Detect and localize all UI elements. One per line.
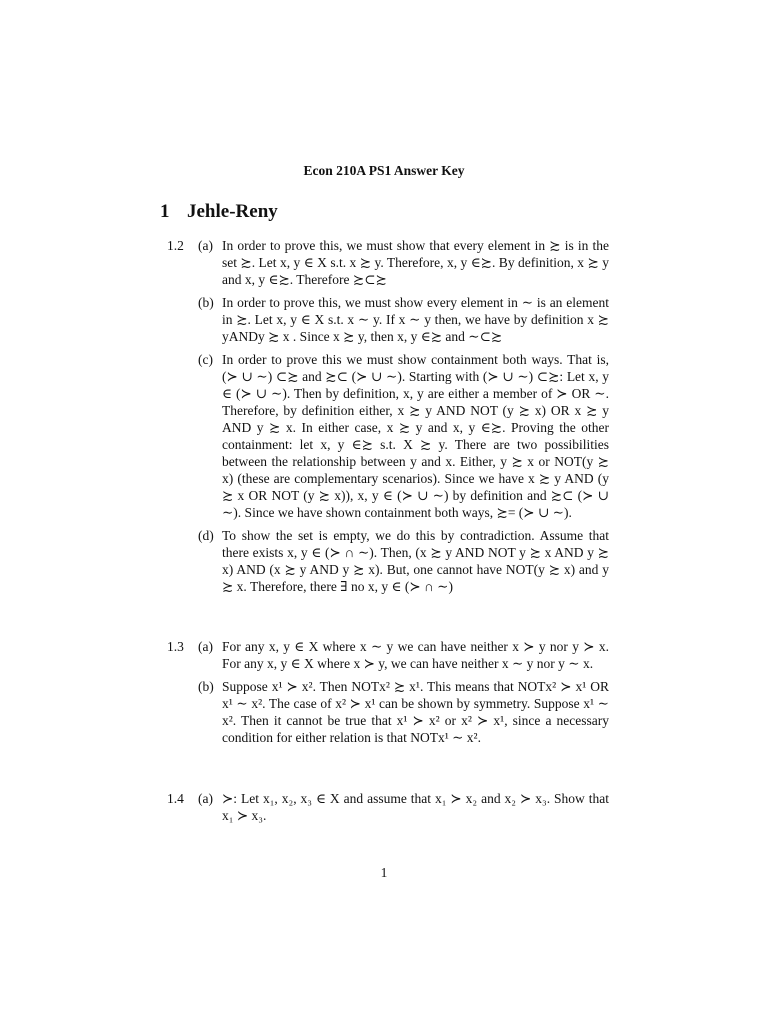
- problem-1-4: [0, 790, 768, 830]
- problem-number: 1.4: [167, 791, 184, 806]
- document-title: Econ 210A PS1 Answer Key: [303, 163, 465, 178]
- problem-part: [0, 351, 768, 521]
- part-label: (a): [198, 791, 213, 806]
- problem-part: [0, 237, 768, 288]
- part-label: (b): [198, 295, 214, 310]
- problem-1-2: [0, 237, 768, 601]
- section-number: 1: [160, 201, 170, 222]
- problem-number: 1.3: [167, 639, 184, 654]
- section-name: Jehle-Reny: [187, 201, 278, 222]
- page-number: 1: [380, 865, 388, 880]
- part-text: In order to prove this we must show containment both ways. That is, (≻ ∪ ∼) ⊂≿ and ≿⊂ (≻ ∪ ∼). Starting with (≻ ∪ ∼) ⊂≿: Let x, y ∈ (≻ ∪ ∼). Then by definition, x, y are either a member of ≻ OR ∼. Therefore, by definition either, x ≿ y AND NOT (y ≿ x) OR x ≿ y AND y ≿ x. In either case, x ≿ y and x, y ∈≿. Proving the other containment: let x, y ∈≿ s.t. X ≿ y. There are two possibilities between the relationship between y and x. Either, y ≿ x or NOT(y ≿ x) (these are complementary scenarios). Since we have x ≿ y AND (y ≿ x OR NOT (y ≿ x)), x, y ∈ (≻ ∪ ∼) by definition and ≿⊂ (≻ ∪ ∼). Since we have shown containment both ways, ≿= (≻ ∪ ∼).: [222, 352, 609, 520]
- part-label: (c): [198, 352, 213, 367]
- part-text: Suppose x¹ ≻ x². Then NOTx² ≿ x¹. This means that NOTx² ≻ x¹ OR x¹ ∼ x². The case of x² ≻ x¹ can be shown by symmetry. Suppose x¹ ∼ x². Then it cannot be true that x¹ ≻ x² or x² ≻ x¹, since a necessary condition for either relation is that NOTx¹ ∼ x².: [222, 679, 609, 745]
- problem-part: [0, 638, 768, 672]
- part-label: (a): [198, 639, 213, 654]
- part-text: To show the set is empty, we do this by contradiction. Assume that there exists x, y ∈ (≻ ∩ ∼). Then, (x ≿ y AND NOT y ≿ x AND y ≿ x) AND (x ≿ y AND y ≿ x). But, one cannot have NOT(y ≿ x) and y ≿ x. Therefore, there ∃ no x, y ∈ (≻ ∩ ∼): [222, 528, 609, 594]
- problem-part: [0, 678, 768, 746]
- part-label: (b): [198, 679, 214, 694]
- problem-part: [0, 790, 768, 824]
- part-text: For any x, y ∈ X where x ∼ y we can have neither x ≻ y nor y ≻ x. For any x, y ∈ X where x ≻ y, we can have neither x ∼ y nor y ∼ x.: [222, 639, 609, 671]
- problem-part: [0, 527, 768, 595]
- part-label: (d): [198, 528, 214, 543]
- part-text: In order to prove this, we must show every element in ∼ is an element in ≿. Let x, y ∈ X s.t. x ∼ y. If x ∼ y then, we have by definition x ≿ yANDy ≿ x . Since x ≿ y, then x, y ∈≿ and ∼⊂≿: [222, 295, 609, 344]
- part-label: (a): [198, 238, 213, 253]
- problem-1-3: [0, 638, 768, 752]
- section-heading: [160, 201, 278, 223]
- part-text: In order to prove this, we must show that every element in ≿ is in the set ≿. Let x, y ∈ X s.t. x ≿ y. Therefore, x, y ∈≿. By definition, x ≿ y and x, y ∈≿. Therefore ≿⊂≿: [222, 238, 609, 287]
- part-text: ≻: Let x₁, x₂, x₃ ∈ X and assume that x₁ ≻ x₂ and x₂ ≻ x₃. Show that x₁ ≻ x₃.: [222, 791, 609, 823]
- problem-number: 1.2: [167, 238, 184, 253]
- problem-part: [0, 294, 768, 345]
